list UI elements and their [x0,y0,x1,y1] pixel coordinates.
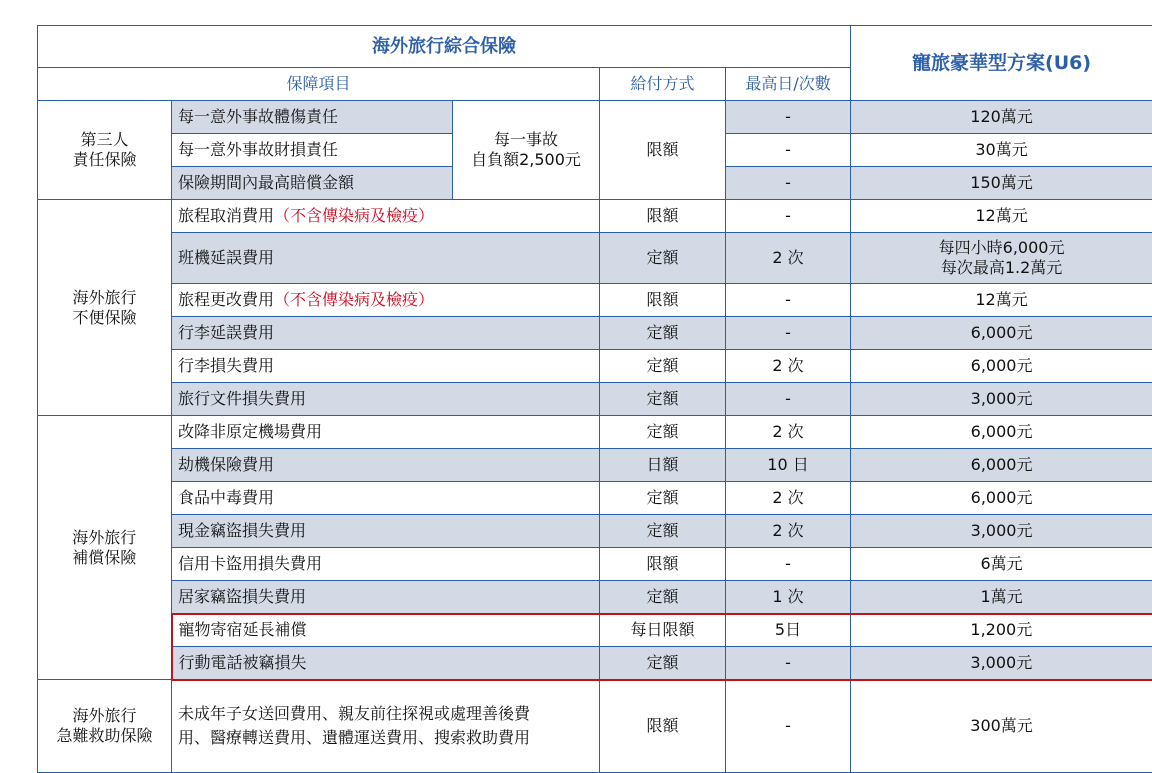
category-third-party [38,101,172,200]
max-cell: - [726,680,851,773]
amount-line: 每四小時6,000元 [938,238,1065,257]
amount-cell: 30萬元 [851,134,1152,167]
amount-cell: 6,000元 [851,317,1152,350]
plan-title: 寵旅豪華型方案(U6) [851,26,1152,101]
item-cell [172,200,600,233]
item-cell: 班機延誤費用 [172,233,600,284]
method-cell: 定額 [600,581,726,614]
category-line: 責任保險 [72,150,137,169]
max-cell: 2 次 [726,515,851,548]
method-cell: 定額 [600,233,726,284]
method-cell: 定額 [600,317,726,350]
category-line: 補償保險 [72,547,137,567]
amount-cell: 6,000元 [851,350,1152,383]
max-cell: - [726,383,851,416]
item-cell: 行李損失費用 [172,350,600,383]
item-cell: 劫機保險費用 [172,449,600,482]
method-cell: 定額 [600,383,726,416]
item-cell: 行李延誤費用 [172,317,600,350]
amount-cell: 6,000元 [851,449,1152,482]
amount-cell: 12萬元 [851,284,1152,317]
max-cell: - [726,134,851,167]
amount-line: 每次最高1.2萬元 [940,258,1063,277]
amount-cell: 6,000元 [851,416,1152,449]
method-cell: 定額 [600,482,726,515]
amount-cell: 6萬元 [851,548,1152,581]
item-cell: 現金竊盜損失費用 [172,515,600,548]
amount-cell: 3,000元 [851,515,1152,548]
max-cell: - [726,167,851,200]
category-line: 海外旅行 [72,527,137,547]
amount-cell: 3,000元 [851,383,1152,416]
item-cell [172,680,600,773]
category-emergency [38,680,172,773]
col-header-method: 給付方式 [600,68,726,101]
max-cell: - [726,284,851,317]
item-cell: 信用卡盜用損失費用 [172,548,600,581]
method-cell: 限額 [600,284,726,317]
method-cell: 定額 [600,647,726,680]
max-cell: - [726,200,851,233]
method-cell: 每日限額 [600,614,726,647]
amount-cell [851,233,1152,284]
max-cell: 2 次 [726,416,851,449]
amount-cell: 1,200元 [851,614,1152,647]
item-cell: 每一意外事故體傷責任 [172,101,453,134]
category-line: 不便保險 [72,307,137,327]
method-cell: 限額 [600,548,726,581]
item-note: （不含傳染病及檢疫） [274,290,435,309]
highlight-item-cell: 行動電話被竊損失 [172,647,600,680]
category-compensation [38,416,172,680]
item-label: 旅程更改費用 [178,290,275,309]
amount-cell: 120萬元 [851,101,1152,134]
table-title: 海外旅行綜合保險 [38,26,851,68]
amount-cell: 300萬元 [851,680,1152,773]
method-cell: 限額 [600,200,726,233]
method-cell: 定額 [600,515,726,548]
category-line: 急難救助保險 [56,726,153,745]
deductible-cell [453,101,600,200]
method-cell: 定額 [600,416,726,449]
item-line: 未成年子女送回費用、親友前往探視或處理善後費 [178,704,531,724]
method-cell: 日額 [600,449,726,482]
item-label: 旅程取消費用 [178,206,275,225]
amount-cell: 12萬元 [851,200,1152,233]
category-line: 海外旅行 [72,706,137,725]
max-cell: 1 次 [726,581,851,614]
item-line: 用、醫療轉送費用、遺體運送費用、搜索救助費用 [178,728,531,748]
insurance-table [37,25,1152,773]
item-cell [172,284,600,317]
item-note: （不含傳染病及檢疫） [274,206,435,225]
amount-cell: 150萬元 [851,167,1152,200]
category-line: 海外旅行 [72,287,137,307]
deductible-line: 自負額2,500元 [471,150,581,169]
amount-cell: 1萬元 [851,581,1152,614]
item-cell: 旅行文件損失費用 [172,383,600,416]
method-cell: 限額 [600,101,726,200]
max-cell: 10 日 [726,449,851,482]
col-header-item: 保障項目 [38,68,600,101]
deductible-line: 每一事故 [493,130,558,149]
category-line: 第三人 [80,130,129,149]
max-cell: 5日 [726,614,851,647]
item-cell: 食品中毒費用 [172,482,600,515]
item-cell: 保險期間內最高賠償金額 [172,167,453,200]
highlight-item-cell: 寵物寄宿延長補償 [172,614,600,647]
max-cell: - [726,317,851,350]
col-header-max: 最高日/次數 [726,68,851,101]
max-cell: 2 次 [726,233,851,284]
item-cell: 每一意外事故財損責任 [172,134,453,167]
max-cell: - [726,647,851,680]
method-cell: 定額 [600,350,726,383]
method-cell: 限額 [600,680,726,773]
max-cell: - [726,101,851,134]
category-inconvenience [38,200,172,416]
amount-cell: 3,000元 [851,647,1152,680]
item-cell: 居家竊盜損失費用 [172,581,600,614]
max-cell: 2 次 [726,350,851,383]
item-cell: 改降非原定機場費用 [172,416,600,449]
amount-cell: 6,000元 [851,482,1152,515]
max-cell: - [726,548,851,581]
max-cell: 2 次 [726,482,851,515]
